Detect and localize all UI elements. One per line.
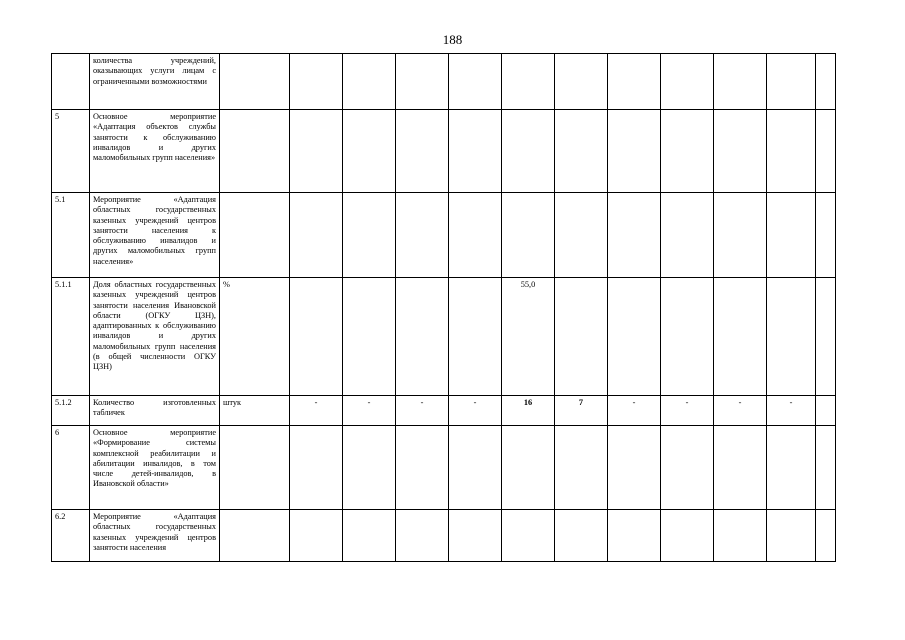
- row-unit-cell: [220, 426, 290, 510]
- row-value-cell: [608, 110, 661, 193]
- row-value-cell: [608, 426, 661, 510]
- row-value-cell: [767, 193, 816, 278]
- row-value-cell: [502, 54, 555, 110]
- row-value-cell: [608, 54, 661, 110]
- indicators-table: [51, 53, 836, 562]
- row-value-cell: [502, 426, 555, 510]
- row-value-cell: [608, 193, 661, 278]
- row-value-cell: 55,0: [502, 278, 555, 396]
- row-value-cell: -: [714, 396, 767, 426]
- row-value-cell: [343, 426, 396, 510]
- row-value-cell: [767, 510, 816, 562]
- row-number-cell: 6.2: [52, 510, 90, 562]
- row-value-cell: [767, 110, 816, 193]
- row-value-cell: [608, 510, 661, 562]
- row-value-cell: [816, 426, 836, 510]
- row-value-cell: [816, 54, 836, 110]
- row-value-cell: [343, 278, 396, 396]
- row-unit-cell: [220, 110, 290, 193]
- row-value-cell: [767, 278, 816, 396]
- row-value-cell: 16: [502, 396, 555, 426]
- page-number: 188: [442, 32, 463, 47]
- row-description-cell: Мероприятие «Адаптация областных государственных казенных учреждений центров занятости населения к обслуживанию инвалидов и других маломобильных групп населения»: [90, 193, 220, 278]
- row-value-cell: [714, 54, 767, 110]
- row-value-cell: [714, 510, 767, 562]
- row-value-cell: [449, 110, 502, 193]
- row-value-cell: -: [290, 396, 343, 426]
- row-value-cell: [661, 54, 714, 110]
- row-value-cell: [816, 278, 836, 396]
- row-value-cell: [661, 110, 714, 193]
- row-number-cell: 5: [52, 110, 90, 193]
- row-value-cell: [714, 278, 767, 396]
- row-value-cell: -: [661, 396, 714, 426]
- row-description-cell: Доля областных государственных казенных учреждений центров занятости населения Ивановской области (ОГКУ ЦЗН), адаптированных к обслуживанию инвалидов и других маломобильных групп населения (в общей численности ОГКУ ЦЗН): [90, 278, 220, 396]
- row-value-cell: [449, 278, 502, 396]
- row-value-cell: [396, 510, 449, 562]
- row-value-cell: 7: [555, 396, 608, 426]
- row-value-cell: [502, 110, 555, 193]
- row-number-cell: 6: [52, 426, 90, 510]
- row-value-cell: [555, 193, 608, 278]
- row-value-cell: [661, 278, 714, 396]
- table-row: [52, 396, 836, 426]
- row-unit-cell: %: [220, 278, 290, 396]
- row-value-cell: [396, 193, 449, 278]
- row-description-cell: Основное мероприятие «Адаптация объектов службы занятости к обслуживанию инвалидов и других маломобильных групп населения»: [90, 110, 220, 193]
- row-value-cell: [555, 510, 608, 562]
- row-unit-cell: [220, 510, 290, 562]
- row-value-cell: [555, 426, 608, 510]
- row-description-cell: Мероприятие «Адаптация областных государственных казенных учреждений центров занятости населения: [90, 510, 220, 562]
- table-row: [52, 510, 836, 562]
- row-value-cell: [502, 193, 555, 278]
- row-value-cell: [449, 193, 502, 278]
- row-value-cell: [608, 278, 661, 396]
- row-value-cell: [714, 110, 767, 193]
- row-value-cell: [290, 193, 343, 278]
- row-value-cell: [290, 510, 343, 562]
- row-value-cell: -: [343, 396, 396, 426]
- row-value-cell: -: [767, 396, 816, 426]
- row-value-cell: [816, 110, 836, 193]
- row-value-cell: [343, 193, 396, 278]
- row-value-cell: [449, 54, 502, 110]
- row-value-cell: [816, 510, 836, 562]
- row-value-cell: [661, 510, 714, 562]
- row-unit-cell: штук: [220, 396, 290, 426]
- row-value-cell: [290, 54, 343, 110]
- row-value-cell: [767, 426, 816, 510]
- row-value-cell: [816, 193, 836, 278]
- row-number-cell: 5.1.1: [52, 278, 90, 396]
- row-value-cell: [816, 396, 836, 426]
- row-value-cell: [396, 54, 449, 110]
- row-value-cell: -: [449, 396, 502, 426]
- row-value-cell: -: [396, 396, 449, 426]
- row-value-cell: [555, 278, 608, 396]
- row-value-cell: [290, 426, 343, 510]
- table-row: [52, 110, 836, 193]
- row-description-cell: Основное мероприятие «Формирование системы комплексной реабилитации и абилитации инвалидов, в том числе детей-инвалидов, в Ивановской области»: [90, 426, 220, 510]
- table-row: [52, 426, 836, 510]
- row-value-cell: [343, 510, 396, 562]
- row-value-cell: [714, 193, 767, 278]
- row-unit-cell: [220, 193, 290, 278]
- row-value-cell: [396, 426, 449, 510]
- row-value-cell: [396, 110, 449, 193]
- row-value-cell: [555, 54, 608, 110]
- row-value-cell: [714, 426, 767, 510]
- row-value-cell: [502, 510, 555, 562]
- row-value-cell: [555, 110, 608, 193]
- row-value-cell: [661, 426, 714, 510]
- row-value-cell: -: [608, 396, 661, 426]
- row-value-cell: [343, 110, 396, 193]
- table-row: [52, 54, 836, 110]
- row-description-cell: Количество изготовленных табличек: [90, 396, 220, 426]
- row-value-cell: [767, 54, 816, 110]
- table-row: [52, 193, 836, 278]
- row-value-cell: [290, 278, 343, 396]
- row-value-cell: [661, 193, 714, 278]
- row-unit-cell: [220, 54, 290, 110]
- row-value-cell: [290, 110, 343, 193]
- row-value-cell: [449, 510, 502, 562]
- row-description-cell: количества учреждений, оказывающих услуги лицам с ограниченными возможностями: [90, 54, 220, 110]
- row-number-cell: 5.1.2: [52, 396, 90, 426]
- row-value-cell: [343, 54, 396, 110]
- table-row: [52, 278, 836, 396]
- row-value-cell: [449, 426, 502, 510]
- row-value-cell: [396, 278, 449, 396]
- row-number-cell: [52, 54, 90, 110]
- row-number-cell: 5.1: [52, 193, 90, 278]
